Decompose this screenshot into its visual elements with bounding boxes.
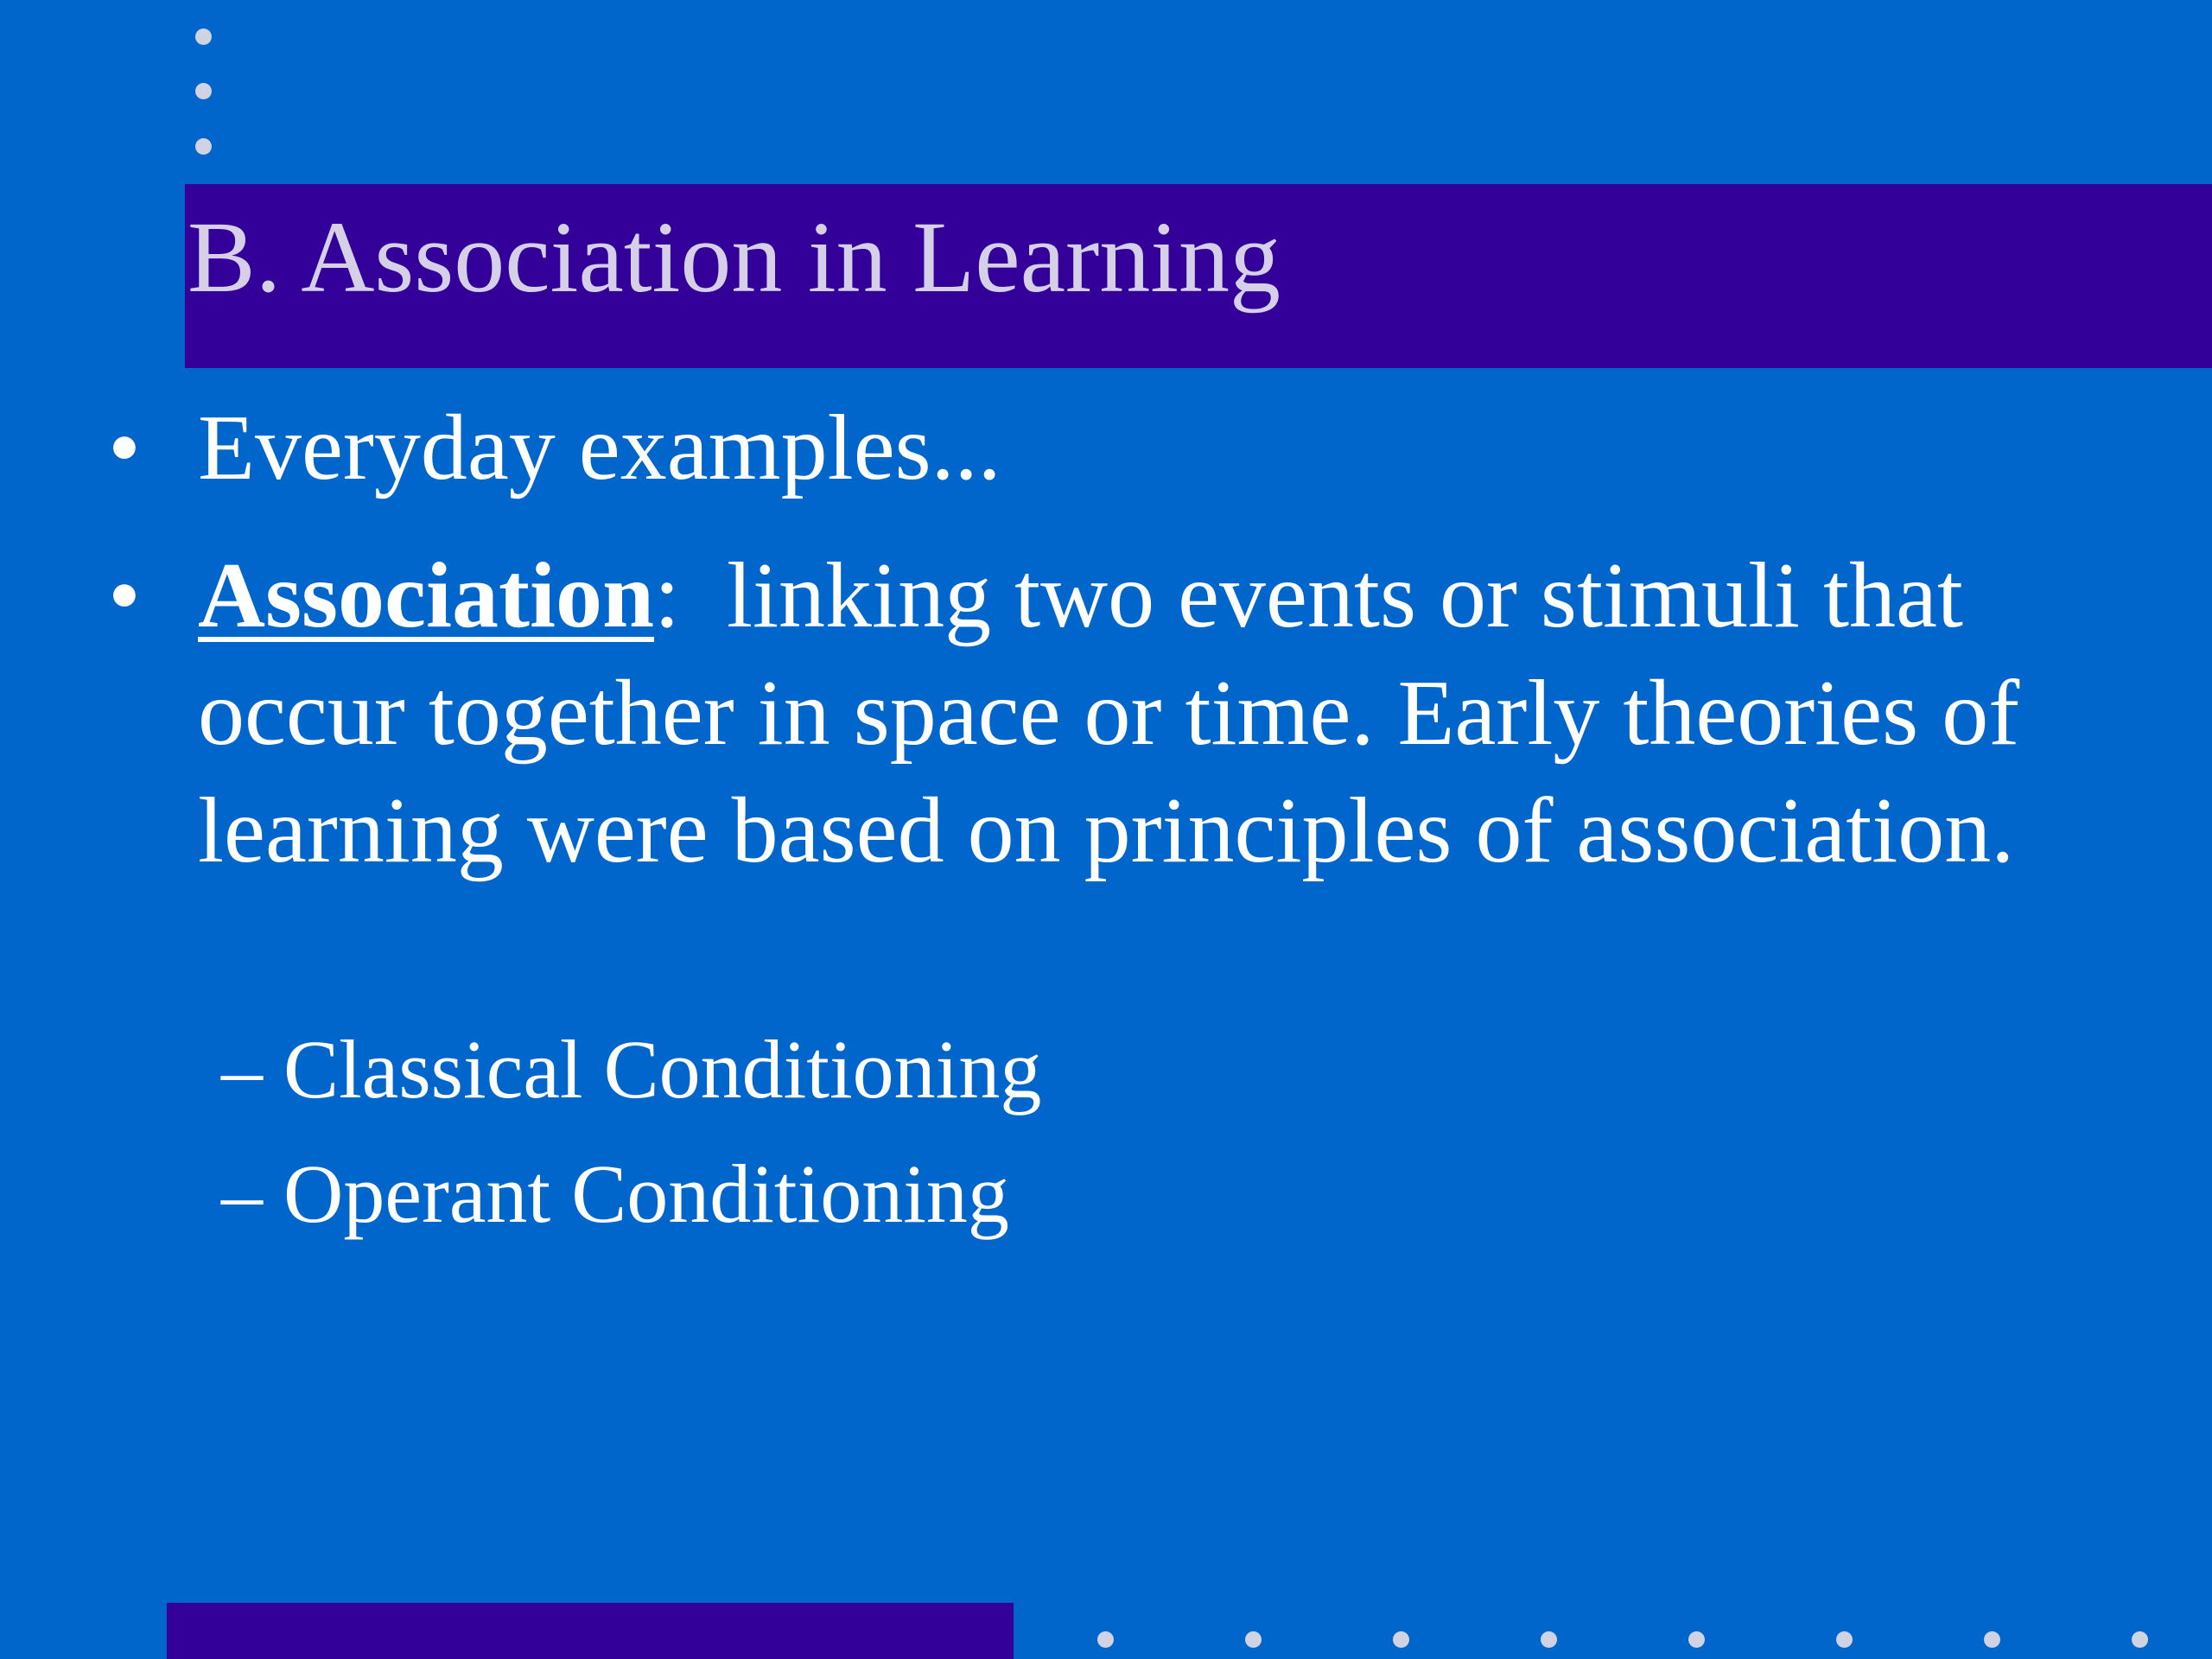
- decor-dot: [1836, 1631, 1853, 1648]
- term-association: Association: [198, 544, 655, 647]
- decor-dot: [1541, 1631, 1557, 1648]
- bullet-marker: •: [108, 397, 141, 499]
- sub-bullet-marker: –: [221, 1147, 263, 1240]
- term-separator: :: [654, 544, 681, 647]
- bullet-item: [108, 537, 2099, 890]
- decor-dot: [1984, 1631, 2000, 1648]
- bullet-text: linking two events or stimuli that occur together in space or time. Early theories of learning were based on principles of association.: [198, 544, 2044, 882]
- sub-bullet-text: Classical Conditioning: [283, 1023, 1042, 1116]
- bullet-text: Everyday examples...: [198, 397, 1001, 499]
- bullet-item: [108, 392, 2099, 505]
- sub-bullet-text: Operant Conditioning: [283, 1147, 1009, 1240]
- bottom-band: [167, 1603, 1014, 1659]
- bullet-marker: •: [108, 544, 141, 647]
- decor-dot: [1245, 1631, 1262, 1648]
- decor-dot: [2132, 1631, 2148, 1648]
- decor-dot: [1393, 1631, 1409, 1648]
- slide-title: B. Association in Learning: [188, 200, 1281, 314]
- decor-dot: [1688, 1631, 1705, 1648]
- sub-bullet-marker: –: [221, 1023, 263, 1116]
- sub-bullet-item: [221, 1018, 1041, 1122]
- sub-bullet-item: [221, 1142, 1009, 1246]
- decor-dot: [1097, 1631, 1114, 1648]
